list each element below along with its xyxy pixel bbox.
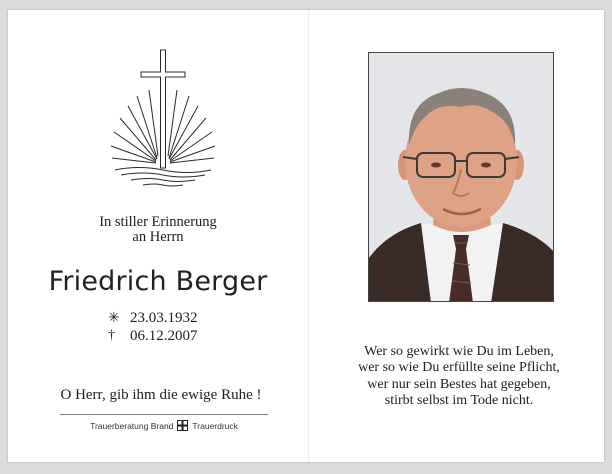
prayer-text: O Herr, gib ihm die ewige Ruhe ! <box>60 387 262 403</box>
cross-sunrise-icon <box>101 46 225 190</box>
deceased-name: Friedrich Berger <box>48 266 268 297</box>
memorial-heading-line-2: an Herrn <box>132 229 184 245</box>
memorial-poem <box>314 344 604 409</box>
poem-line: Wer so gewirkt wie Du im Leben, <box>364 344 554 359</box>
printer-cross-logo-icon <box>177 420 188 431</box>
memorial-heading-line-1: In stiller Erinnerung <box>99 214 217 230</box>
imprint-divider <box>60 414 268 415</box>
memorial-card <box>8 10 604 462</box>
birth-date: 23.03.1932 <box>130 309 198 326</box>
death-date: 06.12.2007 <box>130 327 198 344</box>
left-panel <box>8 10 308 462</box>
portrait-illustration <box>369 53 554 302</box>
poem-line: stirbt selbst im Tode nicht. <box>384 392 534 408</box>
imprint-left-text: Trauerberatung Brand <box>90 420 174 431</box>
birth-date-row <box>108 309 198 327</box>
portrait-photo <box>368 52 554 302</box>
poem-line: wer nur sein Bestes hat gegeben, <box>367 376 551 392</box>
imprint <box>60 420 268 431</box>
poem-line: wer so wie Du erfüllte seine Pflicht, <box>358 360 560 376</box>
death-date-row <box>108 327 198 345</box>
imprint-right-text: Trauerdruck <box>192 420 238 431</box>
birth-star-icon: ✳ <box>108 310 120 326</box>
death-cross-icon: † <box>108 328 115 343</box>
